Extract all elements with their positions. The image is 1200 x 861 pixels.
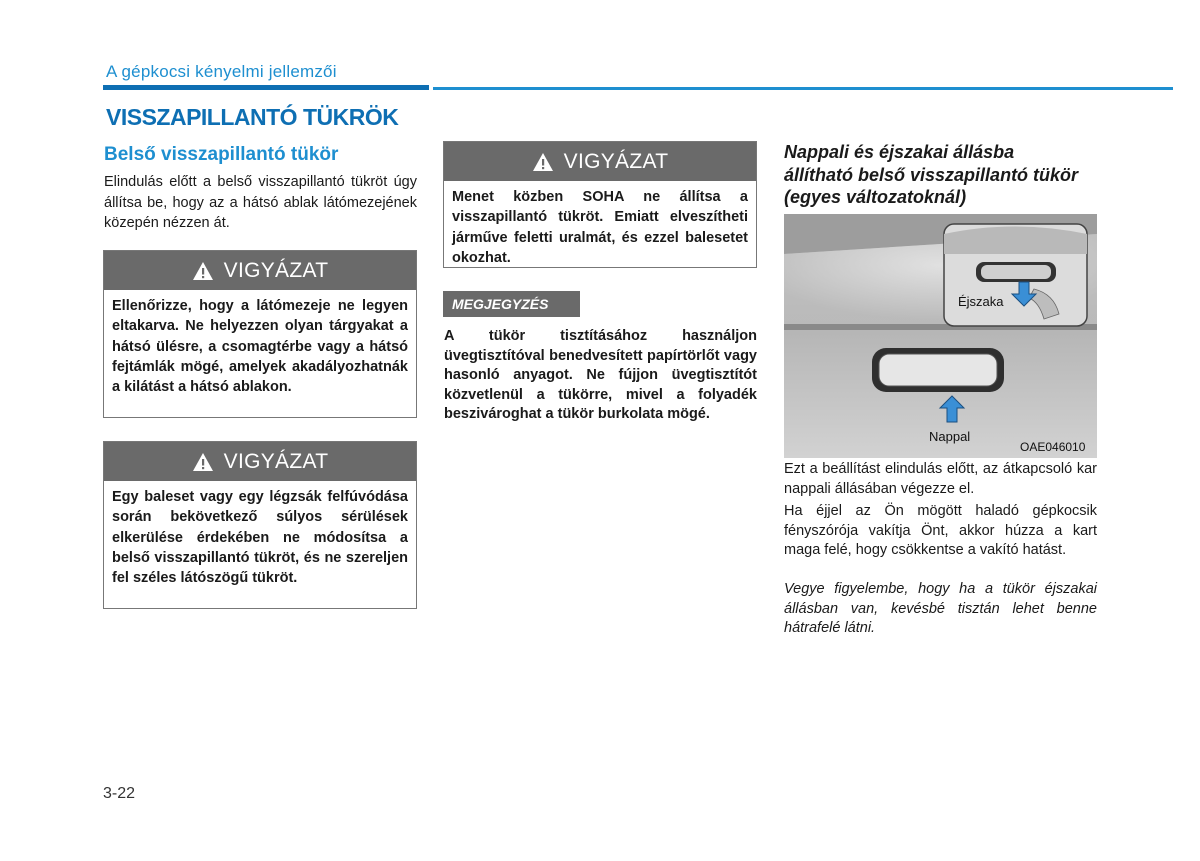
intro-paragraph: Elindulás előtt a belső visszapillantó tükröt úgy állítsa be, hogy az a hátsó ablak látómezejének közepén nézzen át. <box>104 174 417 231</box>
paragraph-night-note: Vegye figyelembe, hogy ha a tükör éjszakai állásban van, kevésbé tisztán lehet benne hátrafelé látni. <box>784 581 1097 636</box>
warning-text: Ellenőrizze, hogy a látómezeje ne legyen eltakarva. Ne helyezzen olyan tárgyakat a hátsó ülésre, a csomagtérbe vagy a hátsó fejtámlák mögé, amelyek akadályozhatnák a kilátást a hátsó ablakon. <box>112 298 408 396</box>
header-rule-dark <box>103 85 429 90</box>
warning-title: VIGYÁZAT <box>223 258 329 282</box>
warning-triangle-icon <box>192 452 214 472</box>
header-rule-light <box>433 87 1173 90</box>
note-text: A tükör tisztításához használjon üvegtisztítóval benedvesített papírtörlőt vagy hasonló anyagot. Ne fújjon üvegtisztítót közvetlenül a tükörre, mivel a folyadék beszivároghat a tükör burkolata mögé. <box>444 328 757 422</box>
paragraph-day-setting: Ezt a beállítást elindulás előtt, az átkapcsoló kar nappali állásában végezze el. <box>784 461 1097 497</box>
mirror-illustration-svg <box>784 214 1097 458</box>
warning-title: VIGYÁZAT <box>563 149 669 173</box>
warning-text: Egy baleset vagy egy légzsák felfúvódása során bekövetkező súlyos sérülések elkerülése érdekében ne módosítsa a belső visszapillantó tükröt, és ne szereljen fel széles látószögű tükröt. <box>112 489 408 587</box>
warning-header <box>104 251 416 290</box>
page-title: VISSZAPILLANTÓ TÜKRÖK <box>106 104 399 130</box>
night-label: Éjszaka <box>958 294 1004 309</box>
day-label: Nappal <box>929 429 971 444</box>
figure-code: OAE046010 <box>1020 440 1086 454</box>
paragraph-night-glare: Ha éjjel az Ön mögött haladó gépkocsik fényszórója vakítja Önt, akkor húzza a kart maga felé, hogy csökkentse a vakító hatást. <box>784 503 1097 558</box>
warning-header <box>444 142 756 181</box>
warning-header <box>104 442 416 481</box>
warning-title: VIGYÁZAT <box>223 449 329 473</box>
section-label: A gépkocsi kényelmi jellemzői <box>106 62 337 81</box>
warning-box-1 <box>103 250 417 418</box>
warning-triangle-icon <box>192 261 214 281</box>
page-number: 3-22 <box>103 785 136 802</box>
subheading-inner-mirror: Belső visszapillantó tükör <box>104 144 339 165</box>
note-tag: MEGJEGYZÉS <box>443 291 580 317</box>
warning-box-3 <box>443 141 757 268</box>
warning-box-2 <box>103 441 417 609</box>
day-night-mirror-heading: Nappali és éjszakai állásba állítható belső visszapillantó tükör (egyes változatoknál) <box>784 142 1079 207</box>
warning-text: Menet közben SOHA ne állítsa a visszapillantó tükröt. Emiatt elveszítheti járműve feletti uralmát, és ezzel balesetet okozhat. <box>452 189 748 266</box>
warning-triangle-icon <box>532 152 554 172</box>
mirror-illustration <box>784 214 1097 458</box>
